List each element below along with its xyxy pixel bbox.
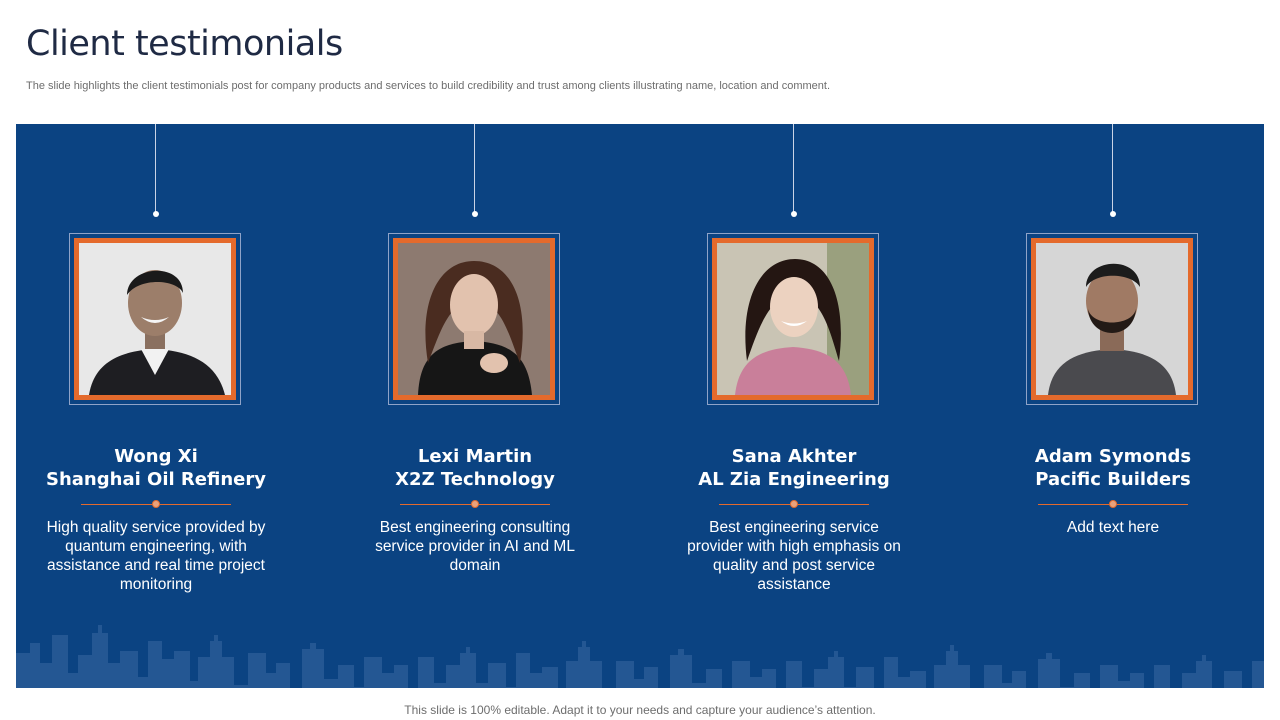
testimonial-comment: Best engineering service provider with high emphasis on quality and post service assistance [687, 519, 901, 593]
client-company: Shanghai Oil Refinery [46, 469, 266, 490]
client-photo [393, 238, 555, 400]
slide-footer: This slide is 100% editable. Adapt it to your needs and capture your audience’s attention. [404, 703, 876, 717]
separator-dot [1109, 500, 1117, 508]
testimonial-card-1 [16, 124, 296, 604]
hanging-line [474, 124, 475, 214]
hanging-dot [472, 211, 478, 217]
client-photo [74, 238, 236, 400]
client-company: X2Z Technology [395, 469, 555, 490]
client-name: Adam Symonds [1034, 446, 1192, 467]
client-name-block [973, 445, 1253, 491]
client-photo [712, 238, 874, 400]
testimonial-card-2 [335, 124, 615, 604]
testimonial-card-4 [973, 124, 1253, 604]
hanging-line [1112, 124, 1113, 214]
hanging-line [793, 124, 794, 214]
testimonial-comment: High quality service provided by quantum engineering, with assistance and real time project monitoring [46, 519, 266, 593]
client-company: Pacific Builders [1035, 469, 1191, 490]
photo-frame [69, 233, 241, 405]
photo-frame [707, 233, 879, 405]
testimonials-panel [16, 124, 1264, 688]
separator-dot [471, 500, 479, 508]
client-name-block [654, 445, 934, 491]
photo-frame [388, 233, 560, 405]
separator-dot [790, 500, 798, 508]
client-name: Lexi Martin [417, 446, 533, 467]
hanging-dot [791, 211, 797, 217]
slide-subtitle: The slide highlights the client testimonials post for company products and services to build credibility and trust among clients illustrating name, location and comment. [26, 80, 831, 92]
separator-dot [152, 500, 160, 508]
hanging-dot [1110, 211, 1116, 217]
hanging-line [155, 124, 156, 214]
testimonial-comment: Best engineering consulting service provider in AI and ML domain [375, 519, 575, 574]
hanging-dot [153, 211, 159, 217]
client-company: AL Zia Engineering [698, 469, 890, 490]
client-name: Sana Akhter [731, 446, 857, 467]
testimonial-card-3 [654, 124, 934, 604]
testimonial-comment: Add text here [1066, 519, 1160, 536]
client-name: Wong Xi [114, 446, 198, 467]
client-photo [1031, 238, 1193, 400]
city-skyline-decoration [16, 613, 1264, 688]
slide-title: Client testimonials [26, 24, 343, 64]
client-name-block [335, 445, 615, 491]
client-name-block [16, 445, 296, 491]
photo-frame [1026, 233, 1198, 405]
